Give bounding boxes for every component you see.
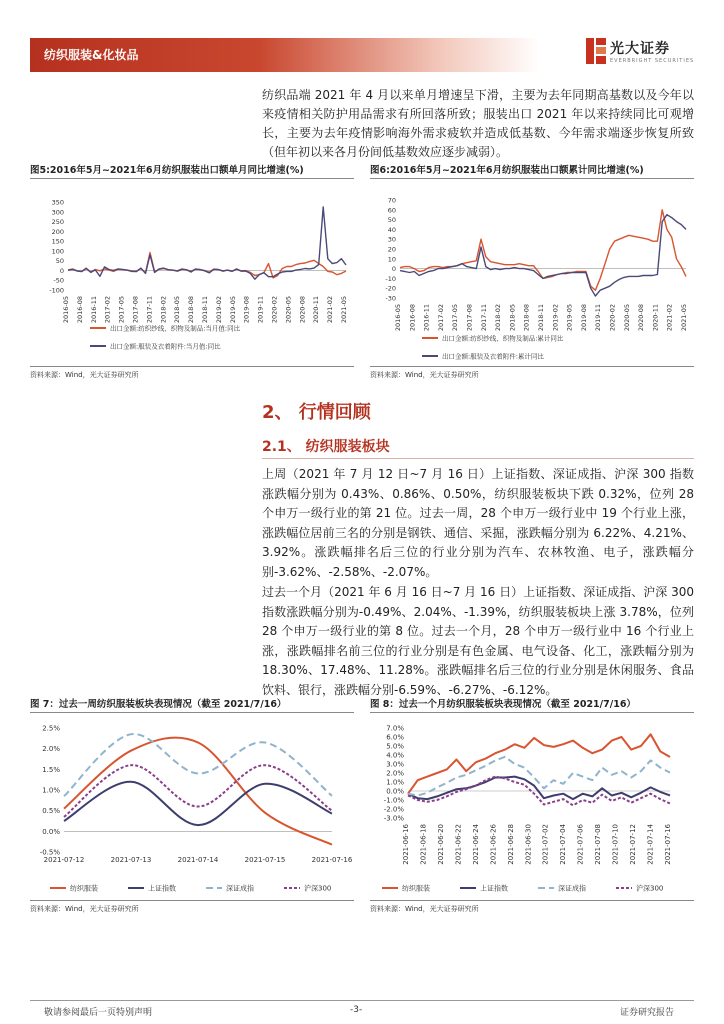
- weekly-review-paragraph: 上周（2021 年 7 月 12 日~7 月 16 日）上证指数、深证成指、沪深 300 指数涨跌幅分别为 0.43%、0.86%、0.50%，纺织服装板块下跌 0.32%，位列 28 个申万一级行业的第 21 位。过去一周，28 个申万一级行业中 19 个行业上涨，涨跌幅位居前三名的分别是钢铁、通信、采掘，涨跌幅分别为 6.22%、4.21%、3.92%。涨跌幅排名后三位的行业分别为汽车、农林牧渔、电子，涨跌幅分别-3.62%、-2.58%、-2.07%。: [262, 467, 694, 579]
- x-tick-label: 2021-07-08: [594, 824, 603, 865]
- figure-5-chart: [30, 180, 356, 366]
- y-tick-label: -30: [385, 294, 396, 303]
- figure-6-source: 资料来源：Wind，光大证券研究所: [370, 371, 479, 379]
- x-tick-label: 2021-07-10: [611, 824, 620, 865]
- section-heading: 2、 行情回顾: [262, 402, 371, 423]
- figure-6-rule: [370, 178, 694, 179]
- x-tick-label: 2019-11: [594, 304, 603, 332]
- x-tick-label: 2020-05: [622, 304, 631, 332]
- series-line-1: [408, 734, 670, 793]
- footer-rule: [30, 1000, 694, 1001]
- x-tick-label: 2021-06-30: [524, 824, 533, 865]
- y-tick-label: 5.0%: [386, 742, 404, 751]
- figure-5-title: 图5:2016年5月~2021年6月纺织服装出口额单月同比增速(%): [30, 165, 304, 176]
- x-tick-label: 2021-05: [680, 304, 688, 332]
- x-tick-label: 2019-02: [214, 296, 223, 324]
- y-tick-label: -20: [385, 284, 396, 293]
- brand-name: 光大证券: [610, 41, 670, 57]
- x-tick-label: 2021-06-16: [402, 824, 410, 865]
- figure-7-source: 资料来源：Wind，光大证券研究所: [30, 905, 139, 913]
- y-tick-label: 2.0%: [386, 769, 404, 778]
- y-tick-label: -50: [53, 276, 64, 285]
- x-tick-label: 2019-08: [242, 296, 251, 324]
- figure-7-rule: [30, 712, 354, 713]
- x-tick-label: 2021-07-16: [311, 856, 353, 864]
- x-tick-label: 2018-11: [201, 296, 209, 324]
- legend-label: 深证成指: [226, 884, 254, 893]
- x-tick-label: 2020-11: [312, 296, 321, 324]
- x-tick-label: 2020-02: [608, 304, 617, 332]
- x-tick-label: 2021-06-18: [419, 824, 428, 865]
- y-tick-label: -10: [385, 274, 396, 283]
- y-tick-label: -2.0%: [383, 805, 404, 814]
- y-tick-label: 200: [51, 227, 64, 236]
- x-tick-label: 2017-11: [145, 296, 154, 324]
- figure-8-rule: [370, 712, 694, 713]
- x-tick-label: 2018-08: [187, 296, 196, 324]
- figure-8-rule-bottom: [370, 900, 694, 901]
- y-tick-label: 10: [387, 255, 396, 264]
- subsection-rule: [262, 458, 694, 459]
- x-tick-label: 2017-11: [479, 304, 488, 332]
- figure-7-rule-bottom: [30, 900, 354, 901]
- x-tick-label: 2021-07-12: [43, 856, 85, 864]
- x-tick-label: 2020-02: [270, 296, 279, 324]
- monthly-review-paragraph: 过去一个月（2021 年 6 月 16 日~7 月 16 日）上证指数、深证成指、沪深 300 指数涨跌幅分别为-0.49%、2.04%、-1.39%，纺织服装板块上涨 3.78%，位列 28 个申万一级行业的第 8 位。过去一个月，28 个申万一级行业中 16 个行业上涨，涨跌幅排名前三位的行业分别是有色金属、电气设备、化工，涨跌幅分别为 18.30%、17.48%、11.28%。涨跌幅排名后三位的行业分别是休闲服务、食品饮料、银行，涨跌幅分别-6.59%、-6.27%、-6.12%。: [262, 585, 694, 697]
- header-section-title: 纺织服装&化妆品: [44, 48, 139, 62]
- figure-5-source: 资料来源：Wind，光大证券研究所: [30, 371, 139, 379]
- y-tick-label: 40: [387, 225, 396, 234]
- x-tick-label: 2020-05: [284, 296, 293, 324]
- x-tick-label: 2019-05: [228, 296, 237, 324]
- series-line-1: [68, 253, 346, 278]
- x-tick-label: 2018-08: [522, 304, 531, 332]
- x-tick-label: 2018-02: [494, 304, 503, 332]
- series-line-2: [400, 215, 686, 296]
- brand-logo: [586, 36, 696, 70]
- x-tick-label: 2017-05: [451, 304, 460, 332]
- footer-report-type: 证券研究报告: [620, 1008, 675, 1018]
- x-tick-label: 2021-02: [665, 304, 674, 332]
- x-tick-label: 2021-06-28: [506, 824, 515, 865]
- series-line-2: [64, 782, 332, 825]
- y-tick-label: 7.0%: [386, 724, 404, 733]
- legend-label: 出口金额:服装及衣着附件:累计同比: [442, 352, 544, 361]
- legend-label: 上证指数: [480, 884, 508, 893]
- x-tick-label: 2021-06-26: [489, 824, 498, 865]
- x-tick-label: 2016-11: [422, 304, 431, 332]
- x-tick-label: 2016-08: [408, 304, 417, 332]
- y-tick-label: 250: [51, 218, 64, 227]
- y-tick-label: 300: [51, 208, 64, 217]
- x-tick-label: 2017-02: [436, 304, 445, 332]
- figure-8-source: 资料来源：Wind，光大证券研究所: [370, 905, 479, 913]
- x-tick-label: 2021-07-14: [646, 824, 655, 865]
- y-tick-label: 50: [55, 257, 64, 266]
- legend-label: 沪深300: [304, 884, 332, 893]
- series-line-2: [68, 207, 346, 279]
- x-tick-label: 2019-11: [256, 296, 265, 324]
- legend-label: 纺织服装: [402, 884, 430, 893]
- x-tick-label: 2021-06-22: [454, 824, 463, 865]
- y-tick-label: 150: [51, 237, 64, 246]
- y-tick-label: 20: [387, 245, 396, 254]
- footer-disclaimer: 敬请参阅最后一页特别声明: [44, 1008, 153, 1018]
- x-tick-label: 2021-07-06: [576, 824, 585, 865]
- y-tick-label: 0.0%: [42, 827, 60, 836]
- x-tick-label: 2021-07-04: [559, 824, 568, 865]
- y-tick-label: 60: [387, 206, 396, 215]
- x-tick-label: 2018-05: [508, 304, 517, 332]
- y-tick-label: 0: [59, 266, 64, 275]
- y-tick-label: 2.0%: [42, 745, 60, 754]
- x-tick-label: 2020-08: [637, 304, 646, 332]
- y-tick-label: 4.0%: [386, 751, 404, 760]
- x-tick-label: 2017-05: [117, 296, 126, 324]
- brand-subtitle: EVERBRIGHT SECURITIES: [610, 58, 695, 64]
- y-tick-label: 1.0%: [42, 786, 60, 795]
- legend-label: 深证成指: [558, 884, 586, 893]
- x-tick-label: 2021-07-02: [541, 824, 550, 865]
- x-tick-label: 2018-05: [173, 296, 182, 324]
- y-tick-label: 70: [387, 196, 396, 205]
- x-tick-label: 2017-08: [131, 296, 140, 324]
- legend-label: 出口金额:纺织纱线、织物及制品:累计同比: [442, 334, 564, 343]
- legend-label: 沪深300: [636, 884, 664, 893]
- x-tick-label: 2016-11: [89, 296, 98, 324]
- figure-6-title: 图6:2016年5月~2021年6月纺织服装出口额累计同比增速(%): [370, 165, 644, 176]
- figure-6-chart: [370, 180, 696, 366]
- y-tick-label: -100: [49, 286, 64, 295]
- legend-label: 出口金额:服装及衣着附件:当月值:同比: [110, 342, 221, 351]
- x-tick-label: 2021-02: [326, 296, 335, 324]
- y-tick-label: -0.5%: [39, 848, 60, 857]
- series-line-3: [408, 757, 670, 796]
- figure-7-chart: [30, 714, 356, 900]
- figure-8-title: 图 8：过去一个月纺织服装板块表现情况（截至 2021/7/16）: [370, 699, 636, 710]
- subsection-heading: 2.1、 纺织服装板块: [262, 439, 390, 455]
- x-tick-label: 2018-02: [159, 296, 168, 324]
- figure-6-rule-bottom: [370, 366, 694, 367]
- legend-label: 上证指数: [148, 884, 176, 893]
- x-tick-label: 2016-05: [62, 296, 70, 324]
- y-tick-label: 1.0%: [386, 778, 404, 787]
- figure-7-title: 图 7：过去一周纺织服装板块表现情况（截至 2021/7/16）: [30, 699, 287, 710]
- legend-label: 出口金额:纺织纱线、织物及制品:当月值:同比: [110, 324, 241, 333]
- x-tick-label: 2016-05: [394, 304, 402, 332]
- x-tick-label: 2016-08: [75, 296, 84, 324]
- y-tick-label: 0: [391, 265, 396, 274]
- x-tick-label: 2020-11: [651, 304, 660, 332]
- y-tick-label: 2.5%: [42, 724, 60, 733]
- y-tick-label: 1.5%: [42, 765, 60, 774]
- x-tick-label: 2018-11: [537, 304, 545, 332]
- x-tick-label: 2020-08: [298, 296, 307, 324]
- x-tick-label: 2021-07-13: [110, 856, 152, 864]
- y-tick-label: 50: [387, 216, 396, 225]
- figure-5-rule: [30, 178, 354, 179]
- y-tick-label: 30: [387, 235, 396, 244]
- y-tick-label: 350: [51, 198, 64, 207]
- y-tick-label: 3.0%: [386, 760, 404, 769]
- x-tick-label: 2021-05: [340, 296, 348, 324]
- x-tick-label: 2021-07-16: [664, 824, 672, 865]
- y-tick-label: 0.0%: [386, 787, 404, 796]
- intro-paragraph: 纺织品端 2021 年 4 月以来单月增速呈下滑，主要为去年同期高基数以及今年以来疫情相关防护用品需求有所回落所致；服装出口 2021 年以来持续同比可观增长，主要为去年疫情影响海外需求疲软并造成低基数、今年需求端逐步恢复所致（但年初以来各月份间低基数效应逐步减弱）。: [262, 88, 694, 159]
- x-tick-label: 2021-07-14: [177, 856, 219, 864]
- x-tick-label: 2019-02: [551, 304, 560, 332]
- x-tick-label: 2021-07-12: [629, 824, 638, 865]
- y-tick-label: -1.0%: [383, 796, 404, 805]
- x-tick-label: 2019-05: [565, 304, 574, 332]
- y-tick-label: 0.5%: [42, 807, 60, 816]
- x-tick-label: 2021-07-15: [244, 856, 286, 864]
- x-tick-label: 2017-02: [103, 296, 112, 324]
- x-tick-label: 2017-08: [465, 304, 474, 332]
- figure-5-rule-bottom: [30, 366, 354, 367]
- legend-label: 纺织服装: [70, 884, 98, 893]
- y-tick-label: 6.0%: [386, 733, 404, 742]
- x-tick-label: 2021-06-20: [436, 824, 445, 865]
- x-tick-label: 2021-06-24: [471, 824, 480, 865]
- y-tick-label: 100: [51, 247, 64, 256]
- y-tick-label: -3.0%: [383, 814, 404, 823]
- x-tick-label: 2019-08: [579, 304, 588, 332]
- figure-8-chart: [370, 714, 696, 900]
- page-number: -3-: [350, 1005, 363, 1015]
- brand-logo-mark-icon: [586, 38, 606, 64]
